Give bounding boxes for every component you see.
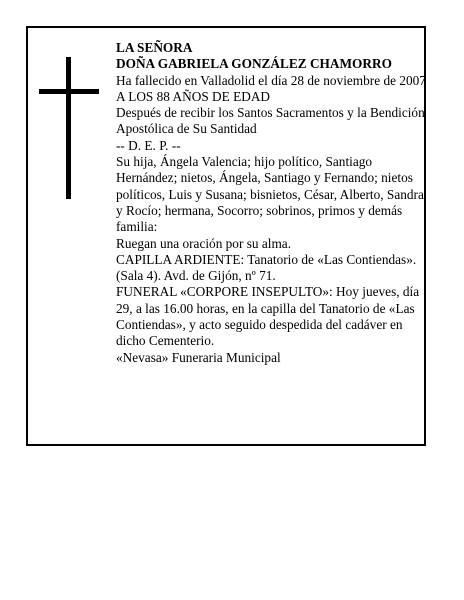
cross-horizontal-bar <box>39 89 99 94</box>
notice-title: LA SEÑORA <box>116 40 193 55</box>
prayer-request: Ruegan una oración por su alma. <box>116 235 292 251</box>
sacraments-statement: Después de recibir los Santos Sacramentos y la Bendición Apostólica de Su Santidad <box>116 105 425 137</box>
family-list: Su hija, Ángela Valencia; hijo político, Santiago Hernández; nietos, Ángela, Santiago y Fernando; nietos políticos, Luis y Susana; bisnietos, César, Alberto, Sandra y Rocío; hermana, Socorro; sobrinos, primos y demás familia: <box>116 154 424 235</box>
notice-body <box>116 40 426 366</box>
cross-icon <box>39 57 99 199</box>
funeral-info: FUNERAL «CORPORE INSEPULTO»: Hoy jueves, día 29, a las 16.00 horas, en la capilla del Tanatorio de «Las Contiendas», y acto seguido despedida del cadáver en dicho Cementerio. <box>116 284 420 349</box>
death-statement: Ha fallecido en Valladolid el día 28 de noviembre de 2007 <box>116 72 426 88</box>
deceased-name: DOÑA GABRIELA GONZÁLEZ CHAMORRO <box>116 56 392 72</box>
chapel-info: CAPILLA ARDIENTE: Tanatorio de «Las Contiendas». (Sala 4). Avd. de Gijón, nº 71. <box>116 251 417 284</box>
dep-line: -- D. E. P. -- <box>116 137 181 153</box>
funeral-home: «Nevasa» Funeraria Municipal <box>116 349 281 365</box>
obituary-notice <box>26 26 426 446</box>
age-statement: A LOS 88 AÑOS DE EDAD <box>116 88 271 104</box>
cross-vertical-bar <box>66 57 71 199</box>
